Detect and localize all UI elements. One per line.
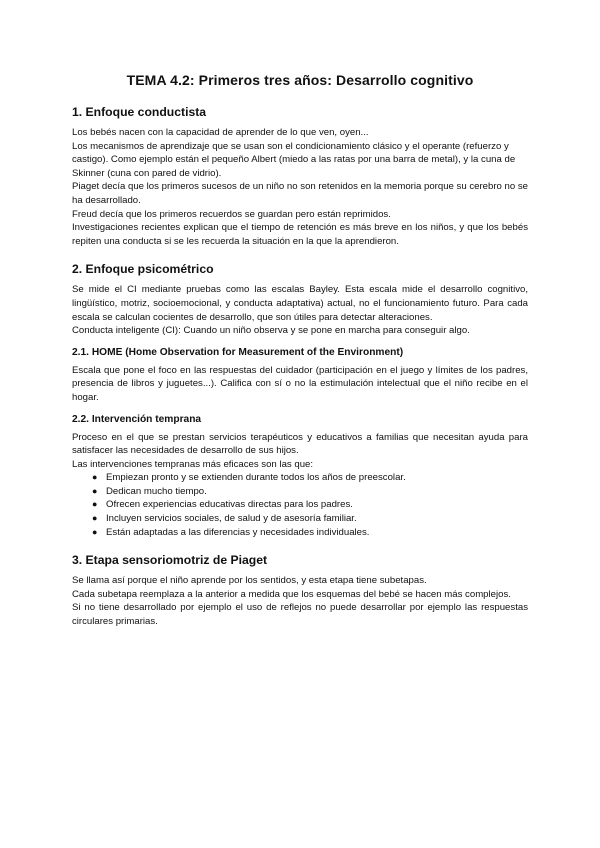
paragraph: Proceso en el que se prestan servicios terapéuticos y educativos a familias que necesitan ayuda para satisfacer las necesidades de desarrollo de sus hijos. [72,431,528,457]
paragraph: Cada subetapa reemplaza a la anterior a medida que los esquemas del bebé se hacen más complejos. [72,588,511,600]
list-item: ● Dedican mucho tiempo. [92,485,207,497]
paragraph: Conducta inteligente (CI): Cuando un niño observa y se pone en marcha para conseguir algo. [72,325,470,337]
paragraph: Las intervenciones tempranas más eficaces son las que: [72,458,314,470]
section-etapa-sensoriomotriz [72,552,528,628]
paragraph: Freud decía que los primeros recuerdos se guardan pero están reprimidos. [72,208,391,220]
document-body [72,104,528,629]
list-item: ● Empiezan pronto y se extienden durante todos los años de preescolar. [92,472,406,484]
paragraph: Se mide el CI mediante pruebas como las escalas Bayley. Esta escala mide el desarrollo cognitivo, lingüístico, motriz, socioemocional, y conducta adaptativa) actual, no el funcionamiento futuro. Para cada escala se calculan cocientes de desarrollo, que son útiles para detectar alteraciones. [72,284,528,323]
paragraph: Se llama así porque el niño aprende por los sentidos, y esta etapa tiene subetapas. [72,575,427,587]
section-enfoque-psicometrico [72,261,528,539]
page-title: TEMA 4.2: Primeros tres años: Desarrollo cognitivo [126,72,474,88]
bullet-icon: ● [92,472,98,483]
subsection-intervencion-temprana [72,413,528,540]
list-item: ● Incluyen servicios sociales, de salud y de asesoría familiar. [92,513,357,525]
section-heading: 2. Enfoque psicométrico [72,262,214,277]
section-heading: 3. Etapa sensoriomotriz de Piaget [72,553,268,568]
section-heading: 1. Enfoque conductista [72,105,207,119]
paragraph: Investigaciones recientes explican que el tiempo de retención es más breve en los niños, y que los bebés repiten una conducta si se les recuerda la situación en la que la aprendieron. [72,222,528,247]
bullet-icon: ● [92,526,98,537]
bullet-list [72,471,528,539]
section-enfoque-conductista [72,104,528,248]
paragraph: Escala que pone el foco en las respuestas del cuidador (participación en el juego y límites de los padres, presencia de libros y juguetes...). Califica con sí o no la estimulación intelectual que el niño recibe en el hogar. [72,364,528,403]
list-item: ● Están adaptadas a las diferencias y necesidades individuales. [92,526,370,538]
bullet-icon: ● [92,499,98,510]
list-item: ● Ofrecen experiencias educativas directas para los padres. [92,499,353,511]
paragraph: Si no tiene desarrollado por ejemplo el uso de reflejos no puede desarrollar por ejemplo las respuestas circulares primarias. [72,602,528,628]
subsection-heading: 2.2. Intervención temprana [72,413,202,425]
subsection-home [72,346,528,405]
paragraph: Los mecanismos de aprendizaje que se usan son el condicionamiento clásico y el operante (refuerzo y castigo). Como ejemplo están el pequeño Albert (miedo a las ratas por una barra de metal), y la cuna de Skinner (cuna con pared de vidrio). [72,140,516,179]
subsection-heading: 2.1. HOME (Home Observation for Measurement of the Environment) [72,346,404,358]
bullet-icon: ● [92,513,98,524]
bullet-icon: ● [92,485,98,496]
paragraph: Piaget decía que los primeros sucesos de un niño no son retenidos en la memoria porque su cerebro no se ha desarrollado. [72,181,528,206]
paragraph: Los bebés nacen con la capacidad de aprender de lo que ven, oyen... [72,127,369,138]
